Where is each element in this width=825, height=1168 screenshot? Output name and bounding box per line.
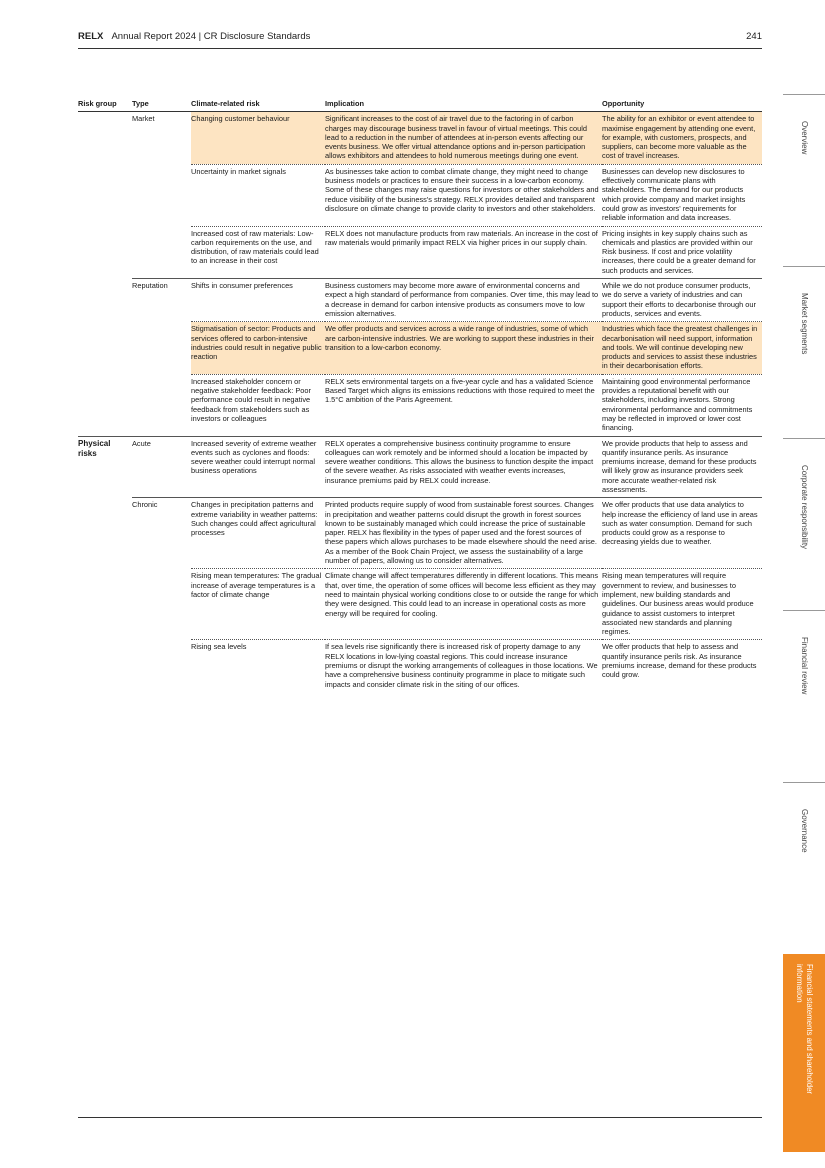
nav-tab-governance[interactable] — [783, 782, 825, 954]
nav-tab-financial-statements[interactable] — [783, 954, 825, 1152]
col-type: Type — [132, 96, 191, 112]
risk-cell: Changes in precipitation patterns and extreme variability in weather patterns: Such changes could affect agricultural processes — [191, 498, 325, 569]
opportunity-cell: Maintaining good environmental performance provides a reputational benefit with our stakeholders, including investors. Strong environmental performance and commitments may be reflected in improved or lower cost financing. — [602, 374, 762, 436]
type-cell — [132, 374, 191, 436]
type-cell: Market — [132, 114, 155, 124]
risk-cell: Increased severity of extreme weather events such as cyclones and floods: severe weather could interrupt normal business operations — [191, 436, 325, 498]
nav-tab-label: Financial statements and shareholder information — [795, 964, 814, 1095]
implication-cell: RELX sets environmental targets on a five-year cycle and has a validated Science Based Target which aligns its emissions reductions with those required to meet the 1.5°C ambition of the Paris Agreement. — [325, 374, 602, 436]
risk-group-cell — [78, 226, 132, 278]
implication-cell: RELX operates a comprehensive business continuity programme to ensure colleagues can work remotely and be informed should a location be impacted by severe weather conditions. This allows the business to function despite the impact of the severe weather. As risks associated with weather events increases, insurance premiums paid by RELX could increase. — [325, 436, 602, 498]
table-header-row — [78, 96, 762, 112]
table-row — [78, 226, 762, 278]
implication-cell: As businesses take action to combat climate change, they might need to change business models or practices to ensure their success in a low-carbon economy. Some of these changes may raise questions for investors or other stakeholders and reduce visibility of the business's strategy. RELX provides detailed and transparent disclosure on climate change to provide clarity to investors and other stakeholders. — [325, 164, 602, 226]
risk-cell: Uncertainty in market signals — [191, 164, 325, 226]
section-nav — [783, 94, 825, 1152]
type-cell — [132, 569, 191, 640]
risk-cell: Increased stakeholder concern or negative stakeholder feedback: Poor performance could result in negative feedback from stakeholders such as investors or colleagues — [191, 374, 325, 436]
implication-cell: If sea levels rise significantly there is increased risk of property damage to any RELX locations in low-lying coastal regions. This could increase insurance premiums or disrupt the working arrangements of colleagues in those locations. We have a comprehensive business continuity programme in place to mitigate such impacts and consider climate risk in the siting of our offices. — [325, 640, 602, 692]
table-end-rule — [78, 1117, 762, 1118]
opportunity-cell: Rising mean temperatures will require government to review, and businesses to implement, new building standards and guidelines. Our business areas would produce guidance to assist customers to interpret associated new standards and planning regimes. — [602, 569, 762, 640]
type-cell — [132, 640, 191, 692]
report-title: Annual Report 2024 | CR Disclosure Standards — [111, 31, 311, 42]
table-row — [78, 322, 762, 374]
risk-group-cell — [78, 279, 132, 322]
implication-cell: RELX does not manufacture products from raw materials. An increase in the cost of raw materials would primarily impact RELX via higher prices in our supply chain. — [325, 226, 602, 278]
page-header — [78, 31, 762, 49]
implication-cell: Significant increases to the cost of air travel due to the factoring in of carbon charges may discourage business travel in favour of virtual meetings. This could lead to a reduction in the number of attendees at in-person events affecting our events business. We offer virtual attendance options and in-person participation allows exhibitors and attendees to hold numerous meetings during one event. — [325, 112, 602, 164]
table-row — [78, 279, 762, 322]
table-row — [78, 112, 762, 164]
risk-group-cell — [78, 498, 132, 569]
table-row — [78, 164, 762, 226]
table-row — [78, 436, 762, 498]
type-cell: Chronic — [132, 498, 191, 569]
brand-name: RELX — [78, 31, 104, 42]
climate-risk-table — [78, 96, 762, 692]
risk-group-cell: Physical risks — [78, 436, 132, 498]
type-cell — [132, 164, 191, 226]
opportunity-cell: We provide products that help to assess and quantify insurance perils. As insurance premiums increase, demand for these products will likely grow as insurance providers seek more accurate weather-related risk assessments. — [602, 436, 762, 498]
type-cell: Acute — [132, 436, 191, 498]
nav-tab-corporate-responsibility[interactable] — [783, 438, 825, 610]
risk-cell: Shifts in consumer preferences — [191, 279, 325, 322]
implication-cell: Printed products require supply of wood from sustainable forest sources. Changes in precipitation and weather patterns could disrupt the growth in forest sources known to be sustainably managed which could increase the price of sustainable paper. RELX has flexibility in the types of paper used and the forest sources of these papers which allows purchases to be made elsewhere should the need arise. As a member of the Book Chain Project, we assess the sustainability of a large number of papers, allowing us to consider alternatives. — [325, 498, 602, 569]
nav-tab-market-segments[interactable] — [783, 266, 825, 438]
risk-group-cell — [78, 112, 132, 164]
col-implication: Implication — [325, 96, 602, 112]
risk-group-cell — [78, 322, 132, 374]
risk-group-cell — [78, 640, 132, 692]
type-cell — [132, 322, 191, 374]
col-opportunity: Opportunity — [602, 96, 762, 112]
type-cell: Reputation — [132, 279, 191, 322]
nav-tab-label: Financial review — [800, 637, 809, 695]
nav-tab-financial-review[interactable] — [783, 610, 825, 782]
table-row — [78, 569, 762, 640]
nav-tab-label: Market segments — [800, 293, 809, 355]
opportunity-cell: We offer products that help to assess and quantify insurance perils risk. As insurance premiums increase, demand for these products could grow. — [602, 640, 762, 692]
opportunity-cell: The ability for an exhibitor or event attendee to maximise engagement by attending one event, for example, with customers, prospects, and suppliers, can become more valuable as the cost of travel increases. — [602, 112, 762, 164]
risk-group-cell — [78, 374, 132, 436]
risk-cell: Rising sea levels — [191, 640, 325, 692]
risk-group-cell — [78, 569, 132, 640]
risk-cell: Changing customer behaviour — [191, 112, 325, 164]
implication-cell: Business customers may become more aware of environmental concerns and expect a high standard of performance from companies. Over time, this may lead to a decrease in demand for carbon intensive products as consumers move to low emission alternatives. — [325, 279, 602, 322]
opportunity-cell: Businesses can develop new disclosures to effectively communicate plans with stakeholders. The demand for our products which provide company and market insights could grow as investors' requirements for reliable information and data increases. — [602, 164, 762, 226]
table-row — [78, 640, 762, 692]
nav-tab-label: Overview — [800, 121, 809, 155]
nav-tab-overview[interactable] — [783, 94, 825, 266]
implication-cell: We offer products and services across a wide range of industries, some of which are carbon-intensive industries. We are working to support these industries in their transition to a low-carbon economy. — [325, 322, 602, 374]
risk-cell: Rising mean temperatures: The gradual increase of average temperatures is a factor of climate change — [191, 569, 325, 640]
risk-cell: Stigmatisation of sector: Products and services offered to carbon-intensive industries could result in negative public reaction — [191, 322, 325, 374]
risk-cell: Increased cost of raw materials: Low-carbon requirements on the use, and distribution, of raw materials could lead to an increase in their cost — [191, 226, 325, 278]
nav-tab-label: Governance — [800, 809, 809, 853]
opportunity-cell: Industries which face the greatest challenges in decarbonisation will need support, information and tools. We will continue developing new products and services to assist these industries in their decarbonisation efforts. — [602, 322, 762, 374]
implication-cell: Climate change will affect temperatures differently in different locations. This means that, over time, the operation of some offices will become less efficient as they may need to maintain physical working conditions close to or outside the range for which they were designed. This could lead to an increase in operational costs as more energy will be required for cooling. — [325, 569, 602, 640]
col-climate-risk: Climate-related risk — [191, 96, 325, 112]
risk-group-cell — [78, 164, 132, 226]
nav-tab-label: Corporate responsibility — [800, 465, 809, 550]
opportunity-cell: Pricing insights in key supply chains such as chemicals and plastics are provided within our Risk business. If cost and price volatility increases, there could be a greater demand for such products and services. — [602, 226, 762, 278]
table-row — [78, 498, 762, 569]
type-cell — [132, 226, 191, 278]
opportunity-cell: While we do not produce consumer products, we do serve a variety of industries and can support their efforts to decarbonise through our products, services and events. — [602, 279, 762, 322]
opportunity-cell: We offer products that use data analytics to help increase the efficiency of land use in areas such as water consumption. Demand for such products could grow as a response to decreasing yields due to weather. — [602, 498, 762, 569]
page-number: 241 — [746, 31, 762, 42]
col-risk-group: Risk group — [78, 96, 132, 112]
table-row — [78, 374, 762, 436]
